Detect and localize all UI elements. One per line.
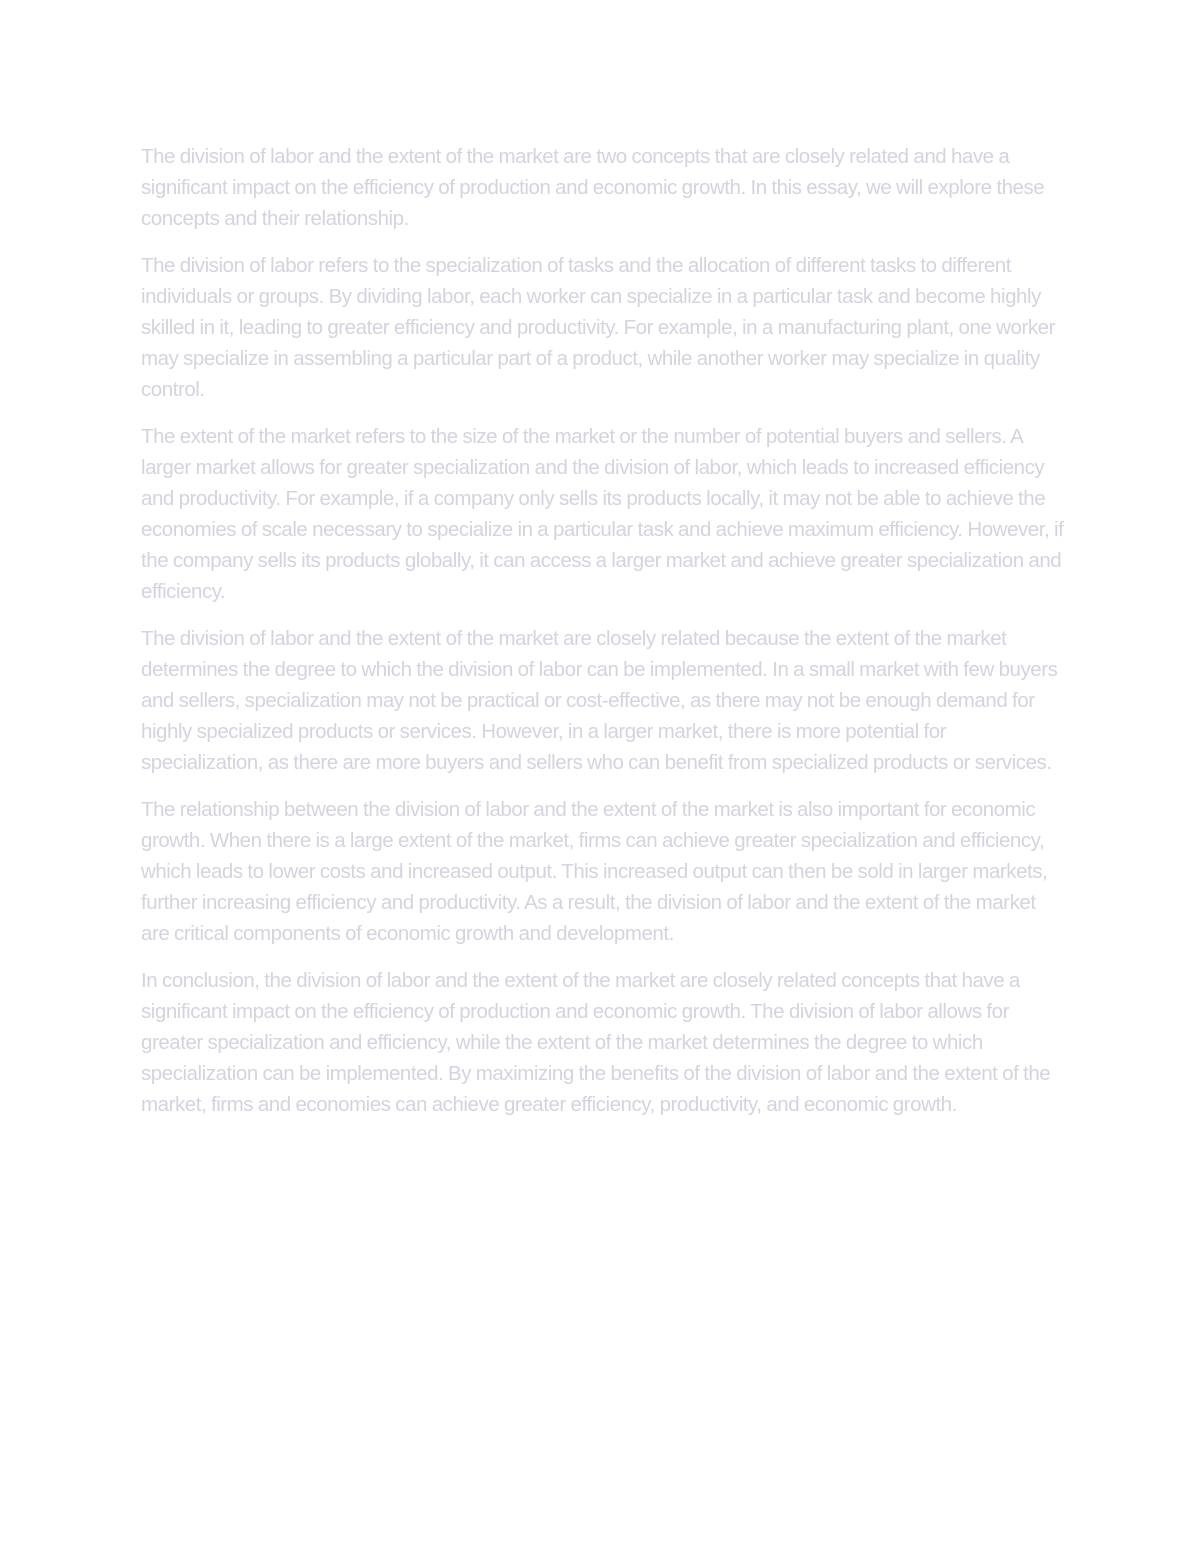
paragraph-economic-growth: The relationship between the division of labor and the extent of the market is also important for economic growth. When there is a large extent of the market, firms can achieve greater specialization and efficiency, which leads to lower costs and increased output. This increased output can then be sold in larger markets, further increasing efficiency and productivity. As a result, the division of labor and the extent of the market are critical components of economic growth and development. (141, 798, 1048, 945)
document-body (141, 141, 1066, 1136)
paragraph-intro: The division of labor and the extent of the market are two concepts that are closely related and have a significant impact on the efficiency of production and economic growth. In this essay, we will explore these concepts and their relationship. (141, 145, 1045, 230)
paragraph-extent-of-market: The extent of the market refers to the size of the market or the number of potential buyers and sellers. A larger market allows for greater specialization and the division of labor, which leads to increased efficiency and productivity. For example, if a company only sells its products locally, it may not be able to achieve the economies of scale necessary to specialize in a particular task and achieve maximum efficiency. However, if the company sells its products globally, it can access a larger market and achieve greater specialization and efficiency. (141, 425, 1064, 603)
paragraph-division-of-labor: The division of labor refers to the specialization of tasks and the allocation of different tasks to different individuals or groups. By dividing labor, each worker can specialize in a particular task and become highly skilled in it, leading to greater efficiency and productivity. For example, in a manufacturing plant, one worker may specialize in assembling a particular part of a product, while another worker may specialize in quality control. (141, 254, 1055, 401)
paragraph-conclusion: In conclusion, the division of labor and the extent of the market are closely related concepts that have a significant impact on the efficiency of production and economic growth. The division of labor allows for greater specialization and efficiency, while the extent of the market determines the degree to which specialization can be implemented. By maximizing the benefits of the division of labor and the extent of the market, firms and economies can achieve greater efficiency, productivity, and economic growth. (141, 969, 1051, 1116)
paragraph-relationship: The division of labor and the extent of the market are closely related because the extent of the market determines the degree to which the division of labor can be implemented. In a small market with few buyers and sellers, specialization may not be practical or cost-effective, as there may not be enough demand for highly specialized products or services. However, in a larger market, there is more potential for specialization, as there are more buyers and sellers who can benefit from specialized products or services. (141, 627, 1058, 774)
